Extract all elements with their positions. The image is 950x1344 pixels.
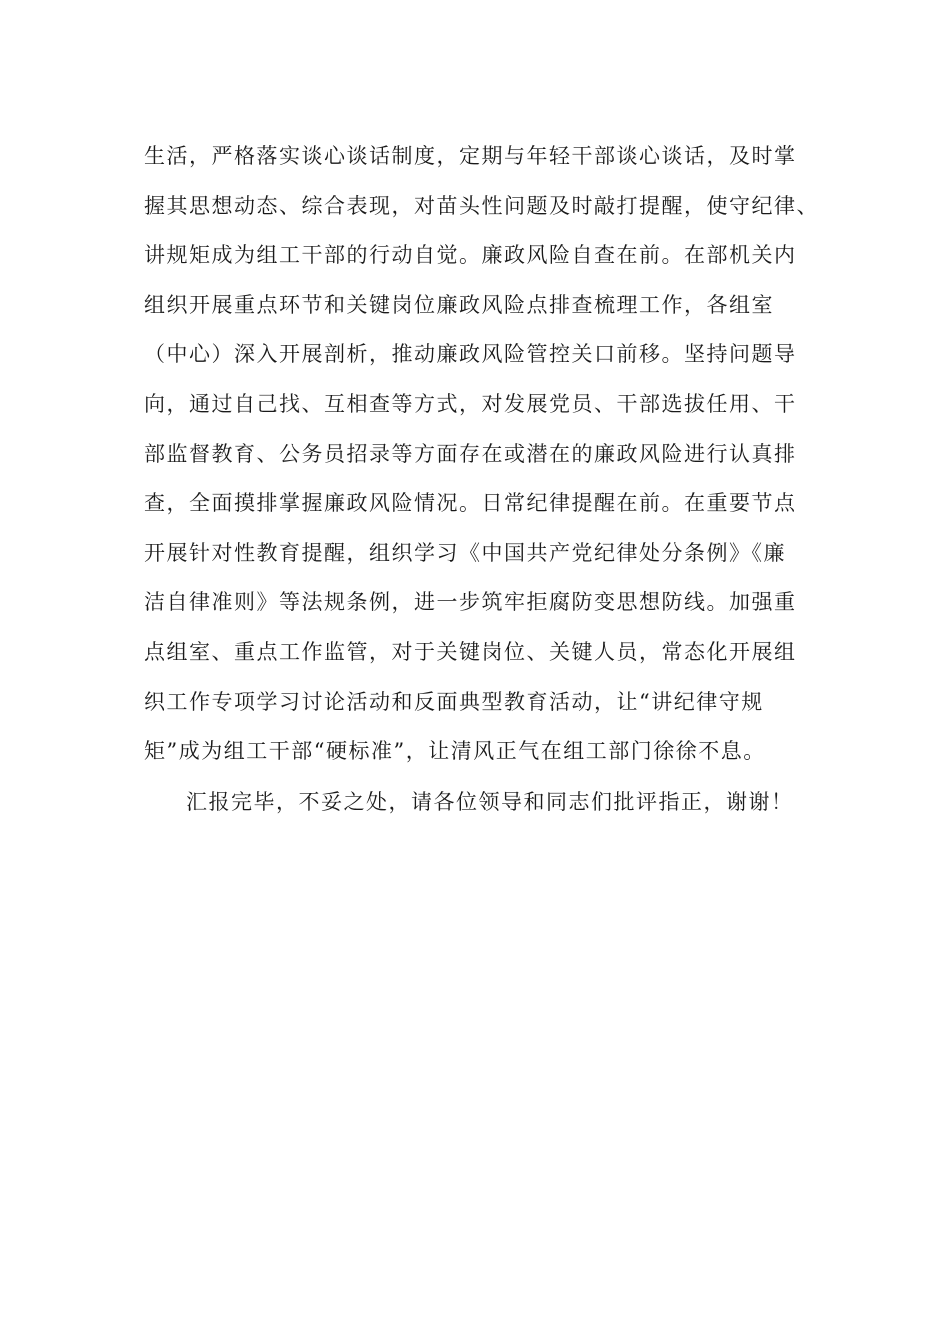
text-line: （中心）深入开展剖析，推动廉政风险管控关口前移。坚持问题导 [144,342,797,367]
text-line: 生活，严格落实谈心谈话制度，定期与年轻干部谈心谈话，及时掌 [144,144,797,168]
text-line: 点组室、重点工作监管，对于关键岗位、关键人员，常态化开展组 [144,639,797,664]
closing-paragraph: 汇报完毕，不妥之处，请各位领导和同志们批评指正，谢谢！ [186,790,794,814]
text-line: 查，全面摸排掌握廉政风险情况。日常纪律提醒在前。在重要节点 [144,491,797,516]
text-line: 讲规矩成为组工干部的行动自觉。廉政风险自查在前。在部机关内 [144,243,797,268]
text-line: 组织开展重点环节和关键岗位廉政风险点排查梳理工作，各组室 [144,292,774,317]
body-paragraph [144,132,819,777]
text-line: 部监督教育、公务员招录等方面存在或潜在的廉政风险进行认真排 [144,441,797,466]
text-line: 洁自律准则》等法规条例，进一步筑牢拒腐防变思想防线。加强重 [144,590,797,615]
text-line: 矩”成为组工干部“硬标准”，让清风正气在组工部门徐徐不息。 [144,739,766,764]
text-line: 向，通过自己找、互相查等方式，对发展党员、干部选拔任用、干 [144,391,797,416]
text-line: 开展针对性教育提醒，组织学习《中国共产党纪律处分条例》《廉 [144,540,786,565]
text-line: 织工作专项学习讨论活动和反面典型教育活动，让“讲纪律守规 [144,689,764,714]
text-line: 握其思想动态、综合表现，对苗头性问题及时敲打提醒，使守纪律、 [144,193,819,218]
